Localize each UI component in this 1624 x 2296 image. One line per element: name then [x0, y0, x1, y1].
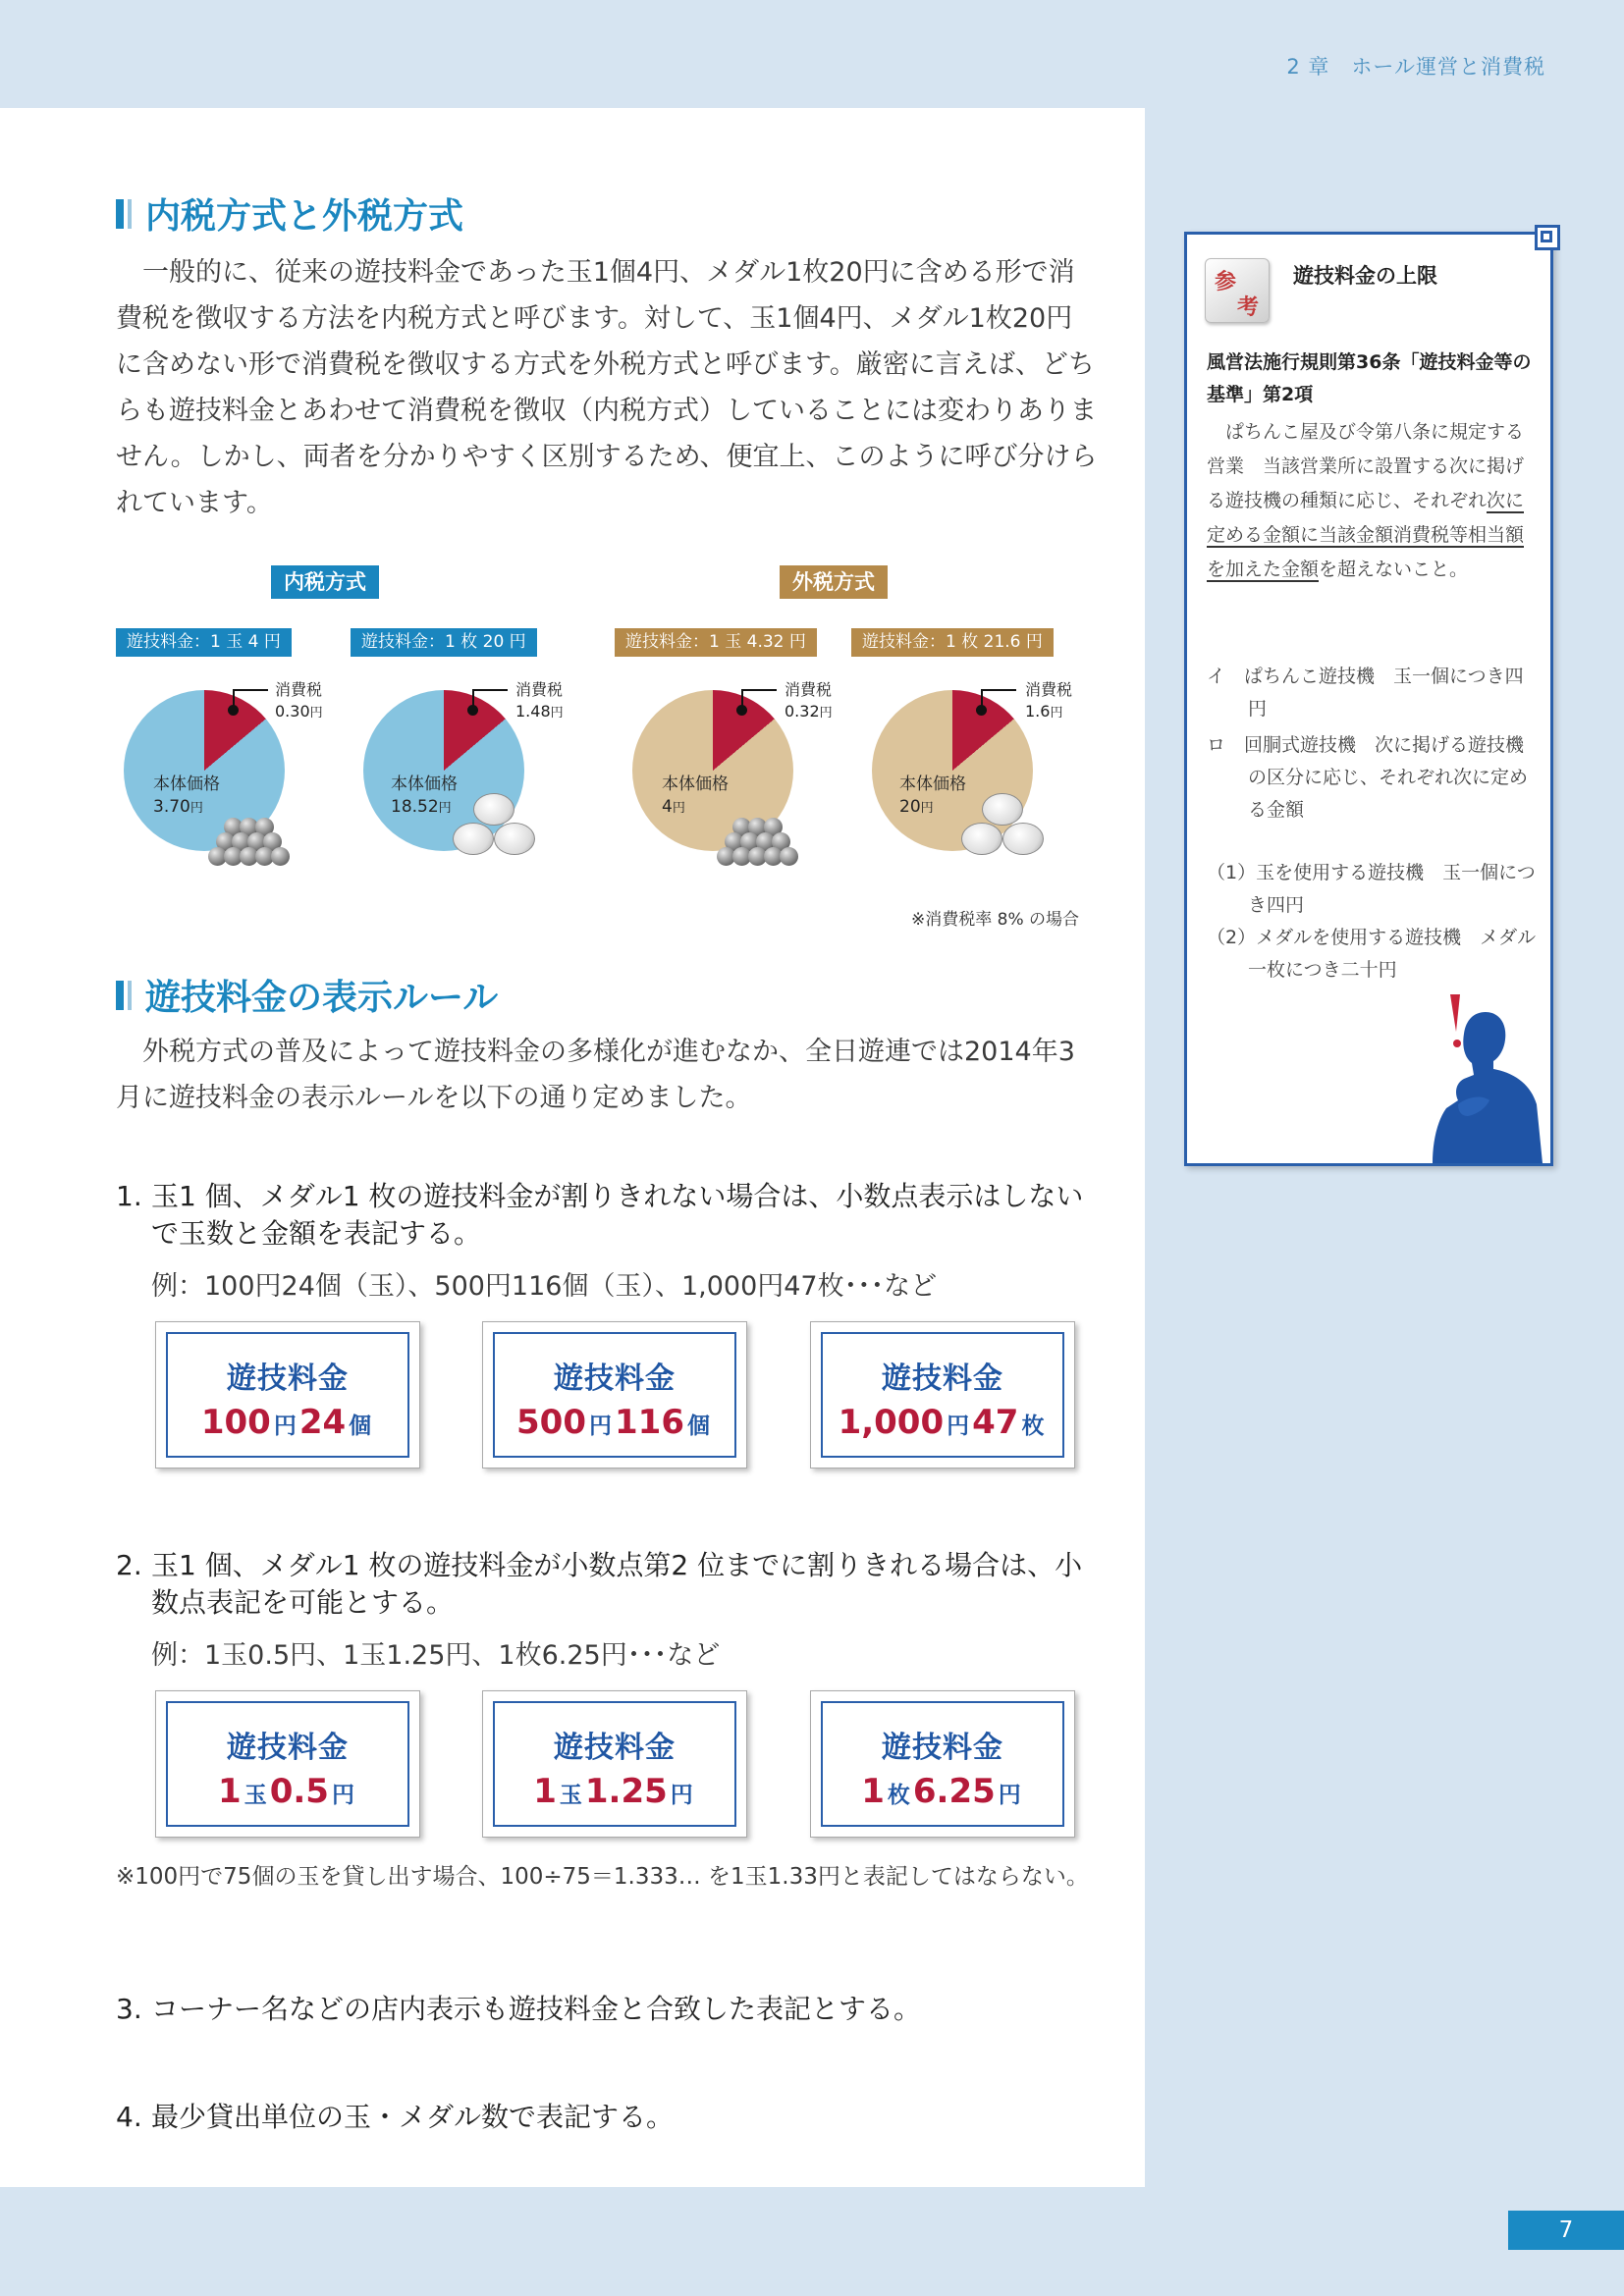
price-label-3: 遊技料金：1 玉 4.32 円	[615, 628, 817, 657]
base-label-3: 本体価格 4円	[662, 774, 729, 817]
section-1-title: 内税方式と外税方式	[145, 195, 464, 237]
fee-sign-5: 遊技料金 1 玉1.25 円	[482, 1690, 747, 1838]
base-label-2: 本体価格 18.52円	[391, 774, 458, 817]
section-2-title: 遊技料金の表示ルール	[145, 977, 499, 1018]
price-label-1: 遊技料金：1 玉 4 円	[116, 628, 292, 657]
price-label-4: 遊技料金：1 枚 21.6 円	[851, 628, 1054, 657]
rule-4: 4. 最少貸出単位の玉・メダル数で表記する。	[116, 2101, 675, 2133]
heading-bar-light	[128, 981, 132, 1010]
inner-tax-label: 内税方式	[271, 565, 379, 599]
section-1-body: 一般的に、従来の遊技料金であった玉1個4円、メダル1枚20円に含める形で消費税を徴収する方法を内税方式と呼びます。対して、玉1個4円、メダル1枚20円に含めない形で消費税を徴収する方式を外税方式と呼びます。厳密に言えば、どちらも遊技料金とあわせて消費税を徴収（内税方式）していることには変わりありません。しかし、両者を分かりやすく区別するため、便宜上、このように呼び分けられています。	[116, 257, 1098, 518]
sidebar-item-i: イ ぱちんこ遊技機 玉一個につき四円	[1207, 666, 1524, 720]
sidebar-item-ro: ロ 回胴式遊技機 次に掲げる遊技機の区分に応じ、それぞれ次に定める金額	[1207, 734, 1529, 821]
leader-line-4h	[981, 689, 1016, 691]
base-label-1: 本体価格 3.70円	[153, 774, 220, 817]
tax-label-1: 消費税 0.30円	[275, 680, 323, 721]
tax-rate-note: ※消費税率 8% の場合	[911, 910, 1080, 930]
rule-2: 2. 玉1 個、メダル1 枚の遊技料金が小数点第2 位までに割りきれる場合は、小 数点表記を可能とする。	[116, 1549, 1083, 1619]
rule-2-example: 例：1玉0.5円、1玉1.25円、1枚6.25円･･･など	[151, 1640, 721, 1671]
rule-1-example: 例：100円24個（玉）、500円116個（玉）、1,000円47枚･･･など	[151, 1271, 938, 1302]
fee-sign-1: 遊技料金 100 円24 個	[155, 1321, 420, 1468]
tax-label-3: 消費税 0.32円	[785, 680, 833, 721]
leader-line-1h	[233, 689, 268, 691]
sidebar-title: 遊技料金の上限	[1293, 264, 1437, 288]
leader-line-3h	[741, 689, 777, 691]
heading-bar-light	[128, 199, 132, 229]
rule-1: 1. 玉1 個、メダル1 枚の遊技料金が割りきれない場合は、小数点表示はしない で玉数と金額を表記する。	[116, 1180, 1084, 1250]
leader-line-1	[233, 689, 235, 710]
corner-ornament	[1535, 225, 1560, 250]
heading-bar	[116, 199, 124, 229]
chapter-header: 2 章 ホール運営と消費税	[1286, 55, 1545, 79]
page-number: 7	[1508, 2211, 1624, 2250]
reference-badge: 参 考	[1205, 258, 1270, 323]
fee-sign-4: 遊技料金 1 玉0.5 円	[155, 1690, 420, 1838]
sidebar-item-2: （2）メダルを使用する遊技機 メダル一枚につき二十円	[1207, 927, 1537, 981]
tax-label-4: 消費税 1.6円	[1025, 680, 1073, 721]
section-heading-display-rules	[116, 970, 498, 1020]
section-2-body: 外税方式の普及によって遊技料金の多様化が進むなか、全日遊連では2014年3月に遊技料金の表示ルールを以下の通り定めました。	[116, 1037, 1075, 1113]
section-heading-inner-outer-tax	[116, 188, 463, 239]
sidebar-subtitle: 風営法施行規則第36条「遊技料金等の基準」第2項	[1207, 351, 1532, 405]
reference-sidebar	[1184, 232, 1553, 1166]
thinking-man-icon	[1429, 1006, 1546, 1163]
price-label-2: 遊技料金：1 枚 20 円	[351, 628, 537, 657]
rule-3: 3. コーナー名などの店内表示も遊技料金と合致した表記とする。	[116, 1993, 922, 2025]
leader-line-2h	[472, 689, 508, 691]
fee-sign-6: 遊技料金 1 枚6.25 円	[810, 1690, 1075, 1838]
sidebar-item-1: （1）玉を使用する遊技機 玉一個につき四円	[1207, 862, 1536, 916]
tax-label-2: 消費税 1.48円	[515, 680, 564, 721]
leader-line-2	[472, 689, 474, 710]
footnote: ※100円で75個の玉を貸し出す場合、100÷75＝1.333… を1玉1.33円と表記してはならない。	[116, 1864, 1089, 1890]
fee-sign-3: 遊技料金 1,000 円47 枚	[810, 1321, 1075, 1468]
fee-sign-2: 遊技料金 500 円116 個	[482, 1321, 747, 1468]
sidebar-body: ぱちんこ屋及び令第八条に規定する営業 当該営業所に設置する次に掲げる遊技機の種類に応じ、それぞれ次に定める金額に当該金額消費税等相当額を加えた金額を超えないこと。	[1207, 421, 1525, 580]
leader-line-4	[981, 689, 983, 710]
heading-bar	[116, 981, 124, 1010]
base-label-4: 本体価格 20円	[899, 774, 966, 817]
outer-tax-label: 外税方式	[780, 565, 888, 599]
leader-line-3	[741, 689, 743, 710]
